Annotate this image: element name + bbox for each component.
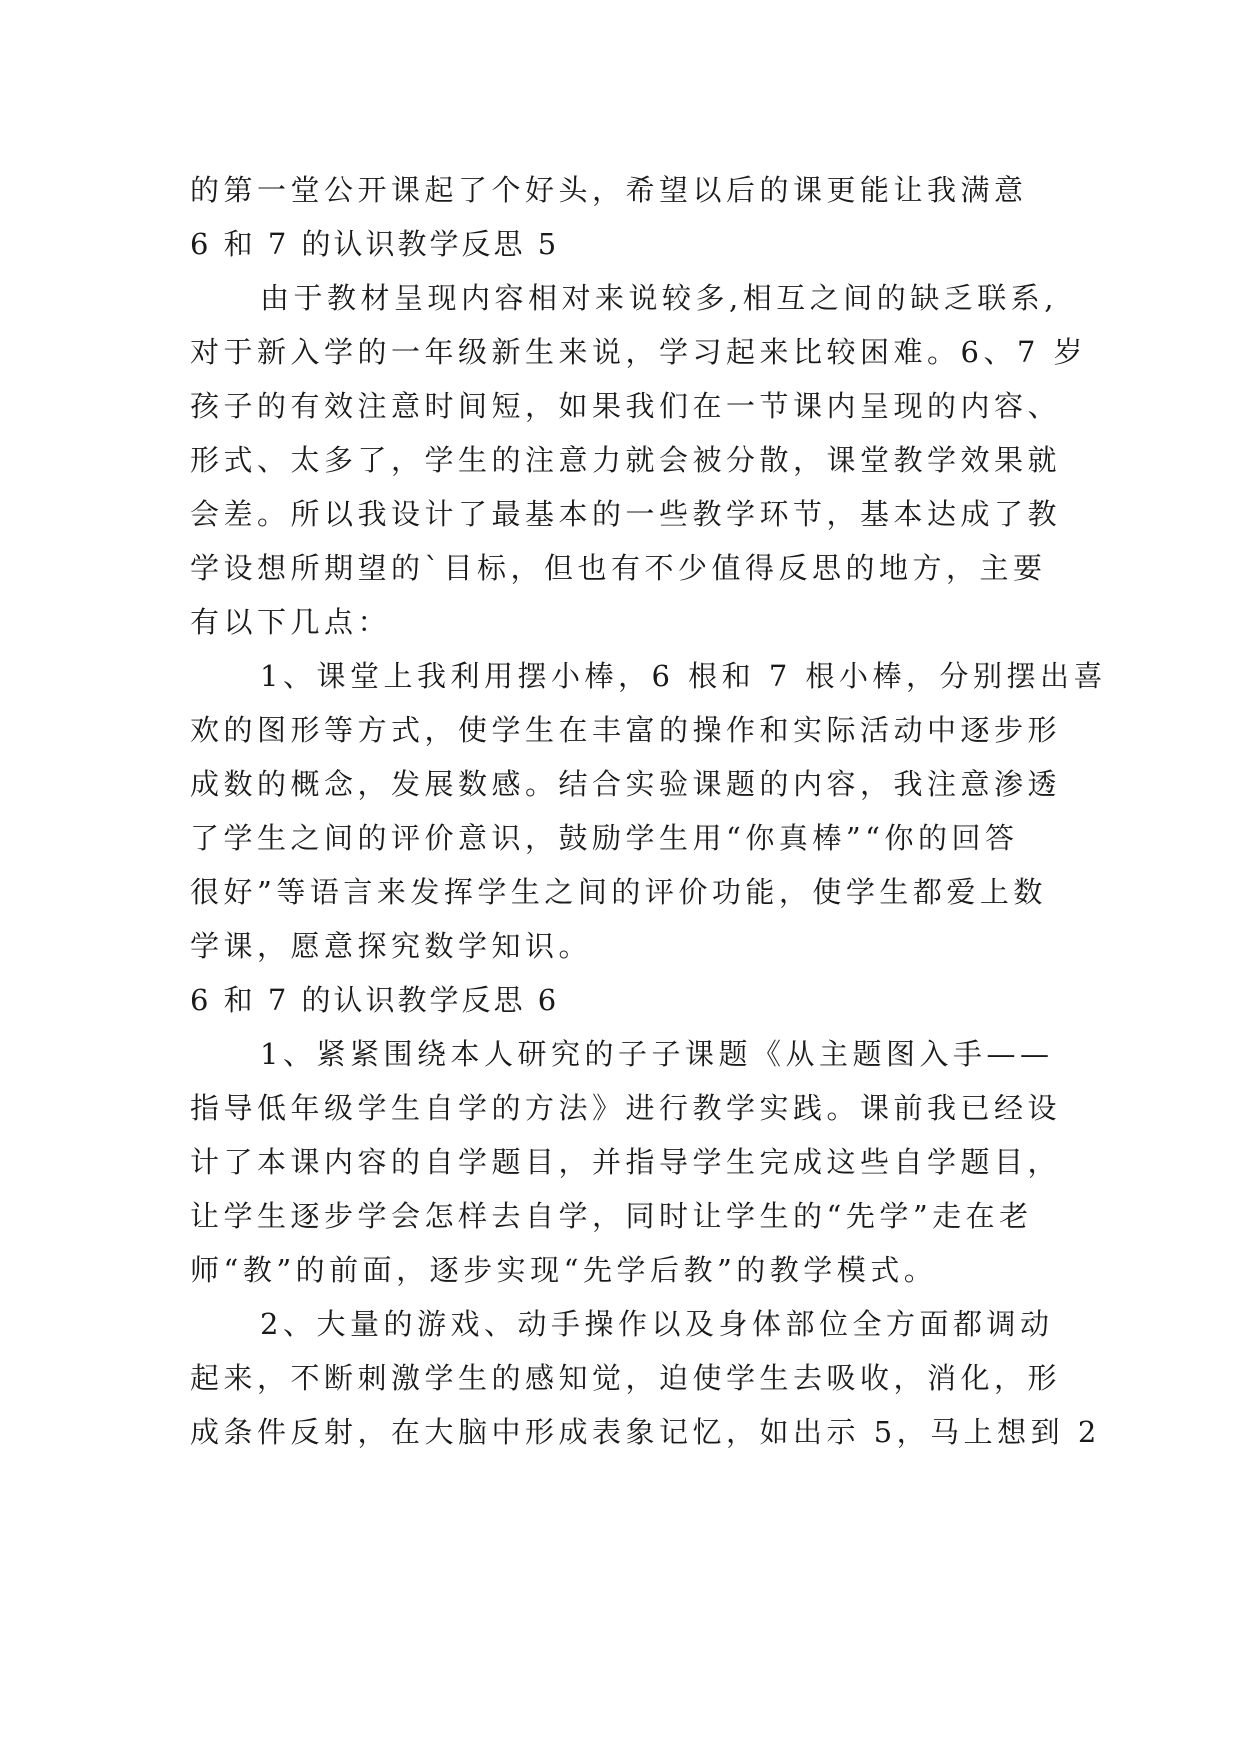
section-heading: 6 和 7 的认识教学反思 5 [190,227,560,261]
text-line: 计了本课内容的自学题目，并指导学生完成这些自学题目， [190,1145,1062,1179]
text-line: 由于教材呈现内容相对来说较多,相互之间的缺乏联系, [260,281,1058,315]
section-heading: 6 和 7 的认识教学反思 6 [190,983,560,1017]
text-line: 1、紧紧围绕本人研究的子子课题《从主题图入手—— [260,1037,1054,1071]
text-line: 对于新入学的一年级新生来说，学习起来比较困难。6、7 岁 [190,335,1088,369]
text-line: 学课，愿意探究数学知识。 [190,929,593,963]
text-line: 学设想所期望的`目标，但也有不少值得反思的地方，主要 [190,551,1047,585]
text-line: 起来，不断刺激学生的感知觉，迫使学生去吸收，消化，形 [190,1361,1062,1395]
text-line: 有以下几点： [190,605,392,639]
text-line: 师“教”的前面，逐步实现“先学后教”的教学模式。 [190,1253,938,1287]
text-line: 成数的概念，发展数感。结合实验课题的内容，我注意渗透 [190,767,1062,801]
text-line: 欢的图形等方式，使学生在丰富的操作和实际活动中逐步形 [190,713,1062,747]
text-line: 的第一堂公开课起了个好头，希望以后的课更能让我满意 [190,173,1028,207]
text-line: 1、课堂上我利用摆小棒，6 根和 7 根小棒，分别摆出喜 [260,659,1108,693]
text-line: 指导低年级学生自学的方法》进行教学实践。课前我已经设 [190,1091,1062,1125]
text-line: 会差。所以我设计了最基本的一些教学环节，基本达成了教 [190,497,1062,531]
text-line: 成条件反射，在大脑中形成表象记忆，如出示 5，马上想到 2 [190,1415,1101,1449]
text-line: 让学生逐步学会怎样去自学，同时让学生的“先学”走在老 [190,1199,1033,1233]
text-line: 了学生之间的评价意识，鼓励学生用“你真棒”“你的回答 [190,821,1019,855]
text-line: 2、大量的游戏、动手操作以及身体部位全方面都调动 [260,1307,1054,1341]
text-line: 形式、太多了，学生的注意力就会被分散，课堂教学效果就 [190,443,1062,477]
text-line: 很好”等语言来发挥学生之间的评价功能，使学生都爱上数 [190,875,1047,909]
text-line: 孩子的有效注意时间短，如果我们在一节课内呈现的内容、 [190,389,1062,423]
document-body [190,163,1108,1459]
